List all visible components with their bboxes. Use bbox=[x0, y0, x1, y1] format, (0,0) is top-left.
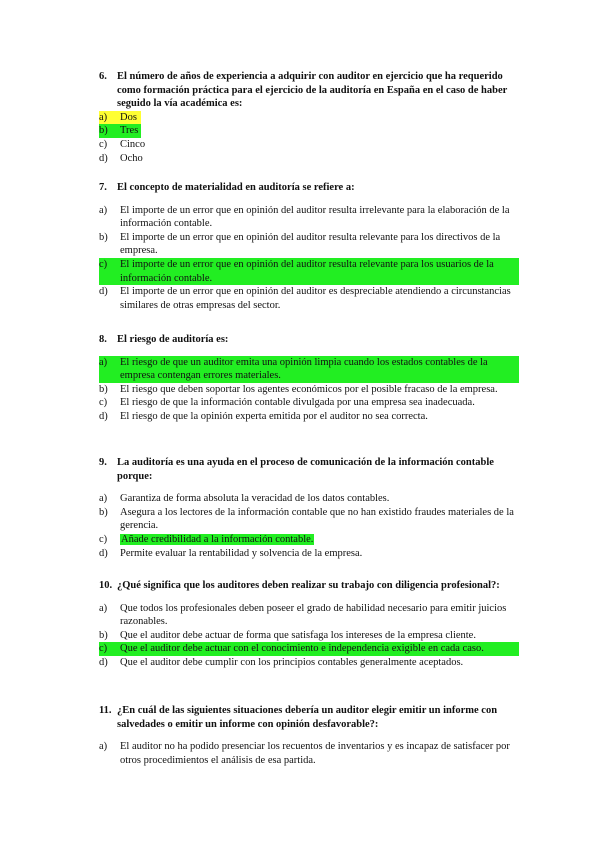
option-b bbox=[99, 231, 519, 258]
option-letter: d) bbox=[99, 410, 108, 422]
question-8-options bbox=[99, 356, 519, 424]
option-text: El riesgo de que la información contable divulgada por una empresa sea inadecuada. bbox=[120, 397, 475, 409]
question-6 bbox=[99, 70, 519, 165]
option-b bbox=[99, 629, 519, 643]
question-7-header bbox=[99, 181, 519, 195]
option-text: Cinco bbox=[120, 138, 146, 150]
option-text: El riesgo que deben soportar los agentes económicos por el posible fracaso de la empresa. bbox=[120, 383, 498, 395]
option-letter: d) bbox=[99, 152, 108, 164]
option-text: El importe de un error que en opinión del auditor resulta relevante para los usuarios de la información contable. bbox=[120, 258, 494, 284]
question-10 bbox=[99, 579, 519, 670]
question-number: 7. bbox=[99, 182, 107, 193]
option-letter: b) bbox=[99, 125, 108, 137]
option-text: Asegura a los lectores de la información contable que no han existido fraudes materiales de la gerencia. bbox=[120, 506, 514, 532]
question-number: 9. bbox=[99, 457, 107, 468]
question-10-header bbox=[99, 579, 519, 593]
question-number: 8. bbox=[99, 334, 107, 345]
option-letter: c) bbox=[99, 138, 108, 150]
question-7 bbox=[99, 181, 519, 312]
option-letter: a) bbox=[99, 493, 108, 505]
option-letter: b) bbox=[99, 231, 108, 243]
option-letter: c) bbox=[99, 643, 108, 655]
option-a bbox=[99, 492, 519, 506]
option-text: El auditor no ha podido presenciar los recuentos de inventarios y es incapaz de satisfacer por otros procedimientos el análisis de esa partida. bbox=[120, 741, 510, 766]
option-letter: c) bbox=[99, 258, 108, 270]
option-letter: d) bbox=[99, 547, 108, 559]
option-c bbox=[99, 138, 519, 152]
question-text: El número de años de experiencia a adquirir con auditor en ejercicio que ha requerido como formación práctica para el ejercicio de la auditoría en España en el caso de haber seguido la vía académica es: bbox=[117, 71, 508, 110]
question-8-header bbox=[99, 333, 519, 347]
question-number: 11. bbox=[99, 705, 112, 716]
option-text: Que el auditor debe actuar con el conocimiento e independencia exigible en cada caso. bbox=[120, 643, 484, 655]
option-d bbox=[99, 152, 519, 166]
option-text: Tres bbox=[120, 125, 139, 137]
option-text: El riesgo de que la opinión experta emitida por el auditor no sea correcta. bbox=[120, 410, 428, 422]
option-text: Dos bbox=[120, 111, 137, 123]
option-text: Que el auditor debe cumplir con los principios contables generalmente aceptados. bbox=[120, 656, 464, 668]
option-c bbox=[99, 258, 519, 285]
option-letter: a) bbox=[99, 602, 108, 614]
option-b bbox=[99, 506, 519, 533]
question-11-header bbox=[99, 704, 519, 731]
question-number: 6. bbox=[99, 71, 107, 82]
option-text: Permite evaluar la rentabilidad y solvencia de la empresa. bbox=[120, 547, 363, 559]
option-c bbox=[99, 533, 519, 547]
option-b bbox=[99, 124, 141, 138]
option-d bbox=[99, 410, 519, 424]
option-text: El importe de un error que en opinión del auditor resulta relevante para los directivos de la empresa. bbox=[120, 231, 501, 257]
option-letter: a) bbox=[99, 111, 108, 123]
option-text: Garantiza de forma absoluta la veracidad de los datos contables. bbox=[120, 493, 390, 505]
option-b bbox=[99, 383, 519, 397]
option-letter: b) bbox=[99, 506, 108, 518]
option-d bbox=[99, 656, 519, 670]
question-11 bbox=[99, 704, 519, 767]
option-a bbox=[99, 111, 141, 125]
question-7-options bbox=[99, 204, 519, 313]
option-text: El riesgo de que un auditor emita una opinión limpia cuando los estados contables de la empresa contengan errores materiales. bbox=[120, 356, 488, 382]
option-text: Ocho bbox=[120, 152, 143, 164]
question-10-options bbox=[99, 602, 519, 670]
question-9 bbox=[99, 456, 519, 560]
option-d bbox=[99, 285, 519, 312]
option-letter: a) bbox=[99, 204, 108, 216]
option-letter: d) bbox=[99, 656, 108, 668]
option-letter: b) bbox=[99, 383, 108, 395]
option-letter: d) bbox=[99, 286, 108, 298]
option-a bbox=[99, 204, 519, 231]
question-text: El concepto de materialidad en auditoría se refiere a: bbox=[117, 182, 355, 193]
question-text: ¿En cuál de las siguientes situaciones debería un auditor elegir emitir un informe con salvedades o emitir un informe con opinión desfavorable?: bbox=[117, 705, 498, 730]
question-9-options bbox=[99, 492, 519, 560]
option-text: El importe de un error que en opinión del auditor resulta irrelevante para la elaboración de la información contable. bbox=[120, 204, 510, 230]
option-a bbox=[99, 356, 519, 383]
option-letter: c) bbox=[99, 397, 108, 409]
option-letter: a) bbox=[99, 356, 108, 368]
question-number: 10. bbox=[99, 580, 113, 591]
question-11-options bbox=[99, 740, 519, 767]
option-d bbox=[99, 547, 519, 561]
option-text: Que todos los profesionales deben poseer el grado de habilidad necesario para emitir juicios razonables. bbox=[120, 602, 507, 628]
option-a bbox=[99, 740, 519, 767]
question-text: El riesgo de auditoría es: bbox=[117, 334, 229, 345]
question-6-options bbox=[99, 111, 519, 165]
question-9-header bbox=[99, 456, 519, 483]
option-letter: b) bbox=[99, 629, 108, 641]
question-8 bbox=[99, 333, 519, 424]
option-letter: c) bbox=[99, 533, 108, 545]
option-c bbox=[99, 396, 519, 410]
option-letter: a) bbox=[99, 741, 108, 753]
question-text: La auditoría es una ayuda en el proceso de comunicación de la información contable porque: bbox=[117, 457, 494, 482]
option-text: El importe de un error que en opinión del auditor es despreciable atendiendo a circunstancias similares de otras empresas del sector. bbox=[120, 286, 511, 311]
option-text: Añade credibilidad a la información contable. bbox=[121, 533, 314, 545]
option-a bbox=[99, 602, 519, 629]
option-c bbox=[99, 642, 519, 656]
question-6-header bbox=[99, 70, 519, 111]
question-text: ¿Qué significa que los auditores deben realizar su trabajo con diligencia profesional?: bbox=[117, 580, 500, 591]
option-text: Que el auditor debe actuar de forma que satisfaga los intereses de la empresa cliente. bbox=[120, 629, 476, 641]
